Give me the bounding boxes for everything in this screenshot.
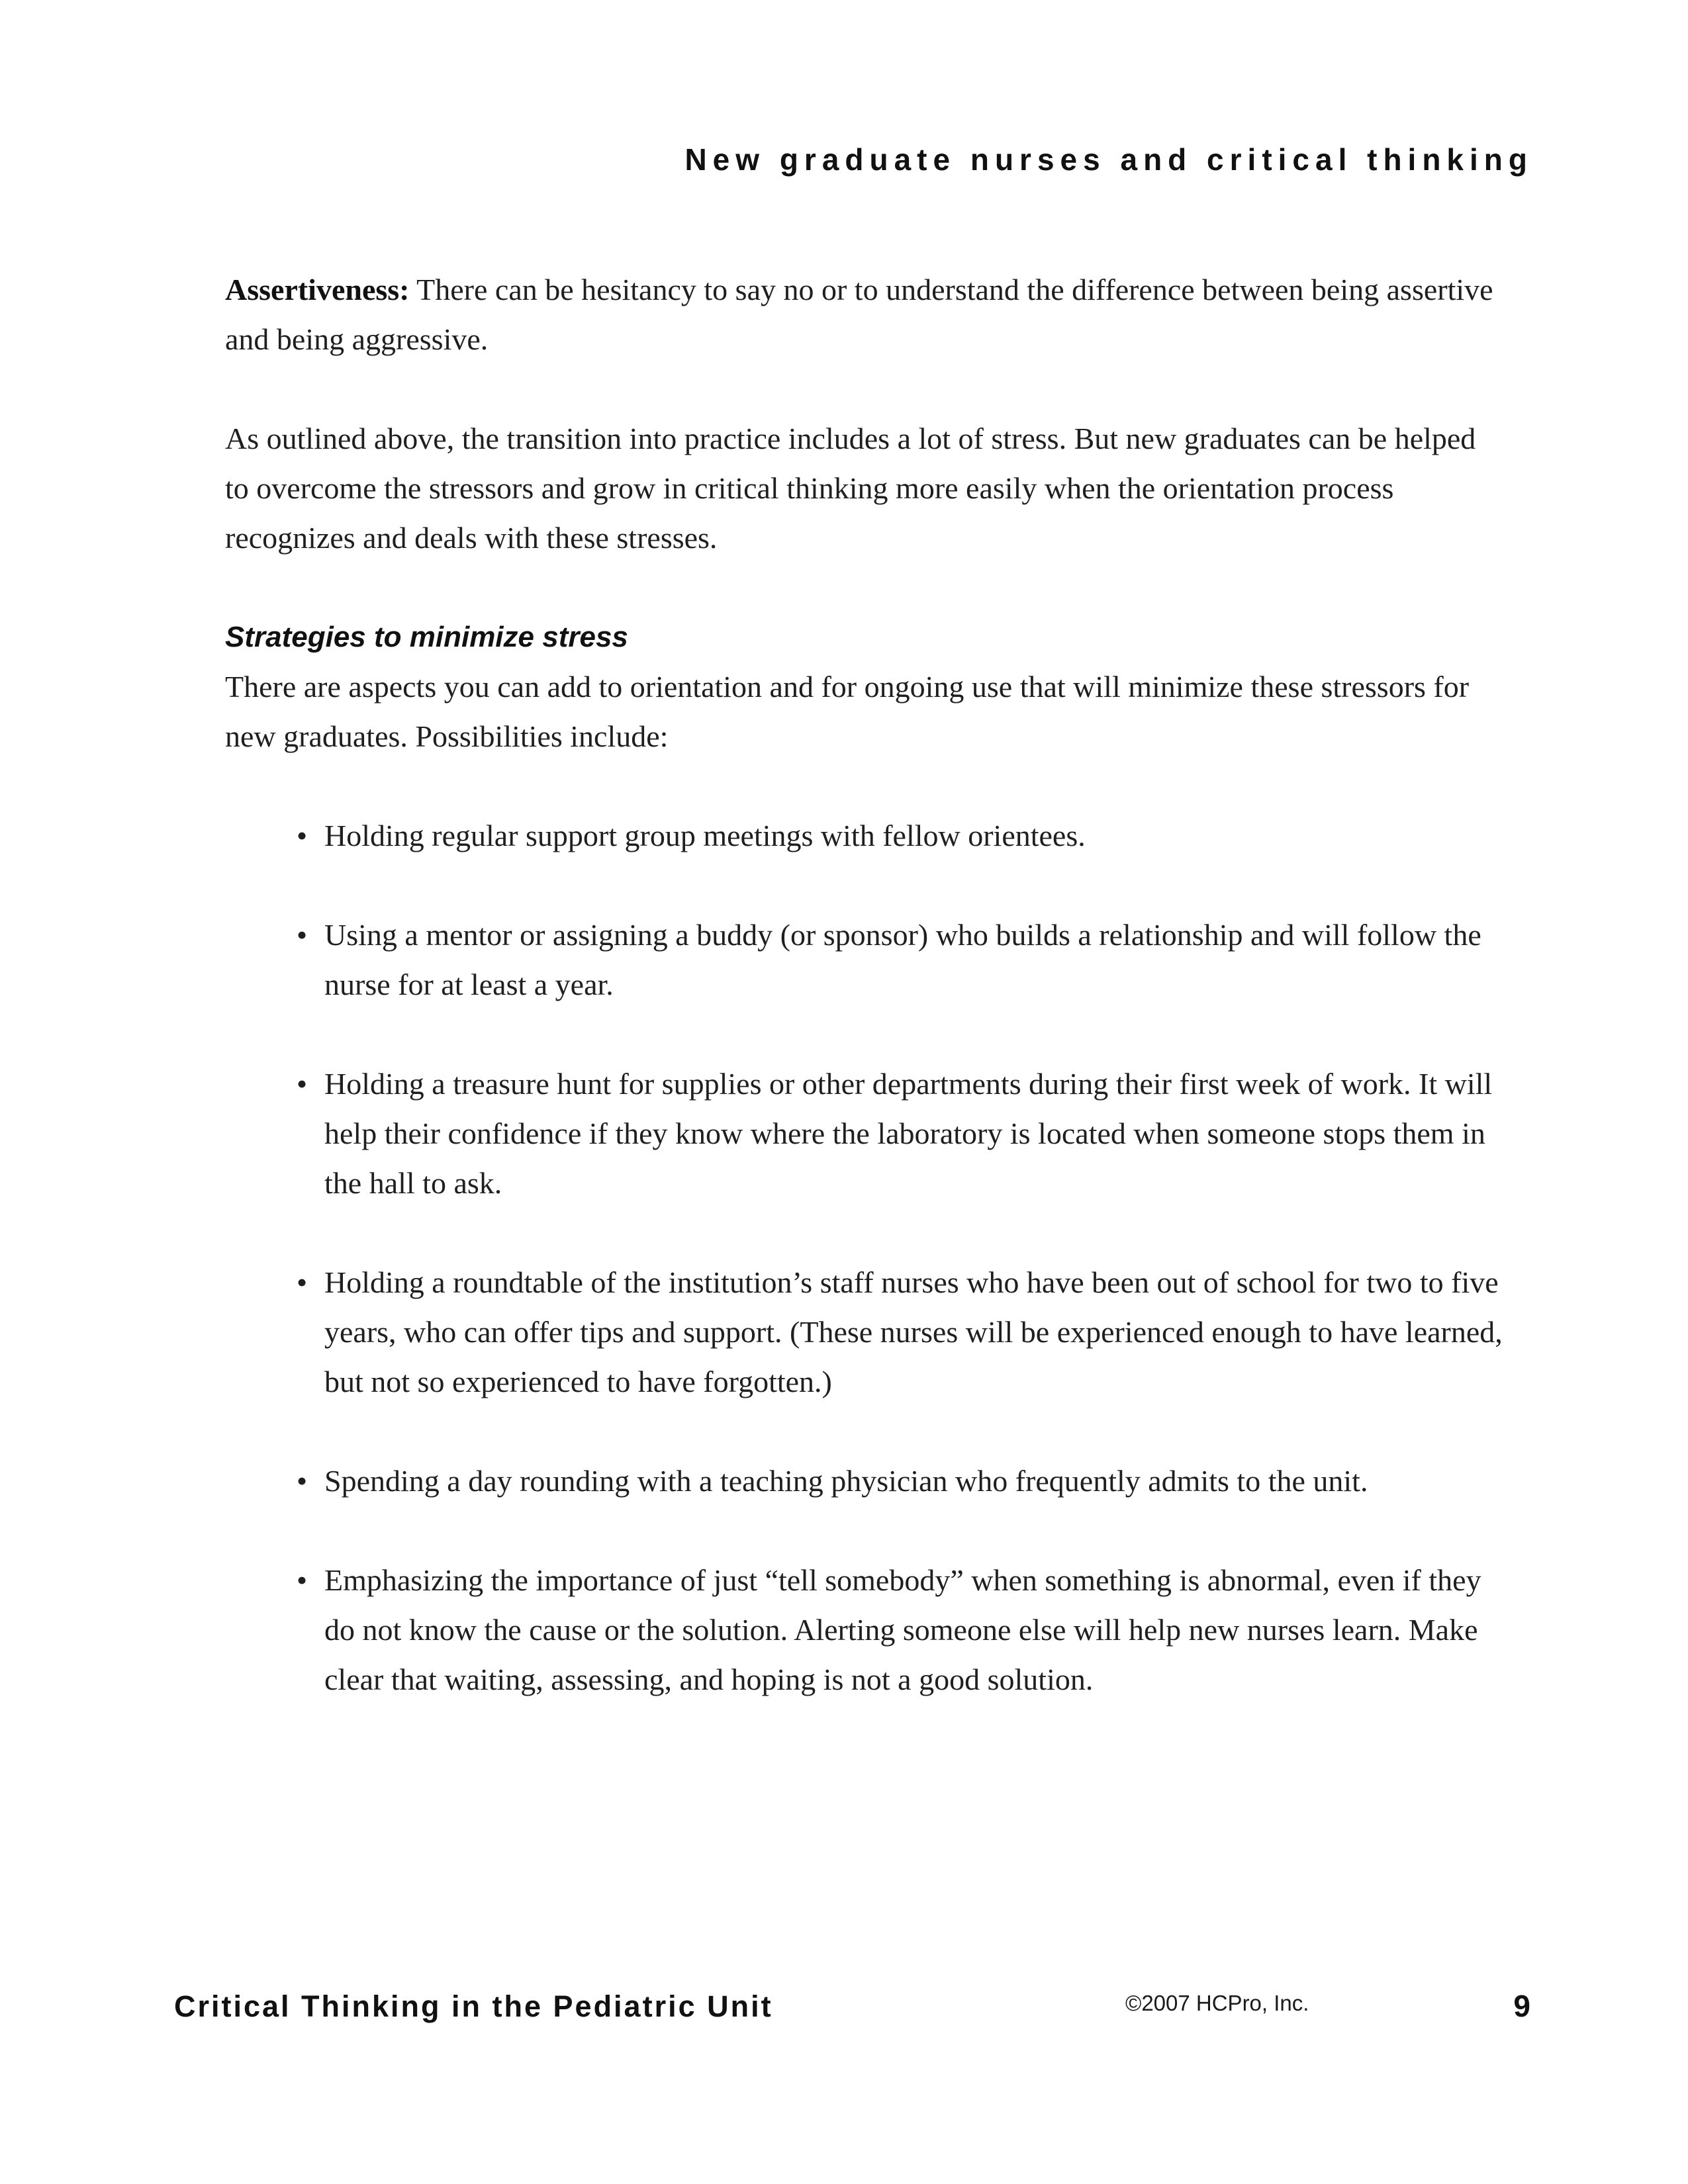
- footer-book-title: Critical Thinking in the Pediatric Unit: [174, 1989, 773, 2023]
- list-item: [297, 1456, 1503, 1506]
- list-item-text: Using a mentor or assigning a buddy (or sponsor) who builds a relationship and will follow the nurse for at least a year.: [324, 918, 1481, 1001]
- list-item: [297, 1059, 1503, 1208]
- running-head: New graduate nurses and critical thinking: [684, 142, 1533, 177]
- list-item: [297, 1257, 1503, 1406]
- list-item-text: Holding regular support group meetings with fellow orientees.: [324, 819, 1086, 852]
- assertiveness-paragraph: [225, 265, 1503, 364]
- bullet-icon: •: [297, 1265, 308, 1299]
- list-item-text: Emphasizing the importance of just “tell somebody” when something is abnormal, even if they do not know the cause or the solution. Alerting someone else will help new nurses learn. Make clear that waiting, assessing, and hoping is not a good solution.: [324, 1563, 1481, 1696]
- bullet-icon: •: [297, 918, 308, 952]
- bullet-icon: •: [297, 819, 308, 852]
- bullet-icon: •: [297, 1464, 308, 1498]
- intro-paragraph: As outlined above, the transition into practice includes a lot of stress. But new graduates can be helped to overcome the stressors and grow in critical thinking more easily when the orientation process recognizes and deals with these stresses.: [225, 422, 1476, 555]
- list-item-text: Holding a roundtable of the institution’s staff nurses who have been out of school for two to five years, who can offer tips and support. (These nurses will be experienced enough to have learned, but not so experienced to have forgotten.): [324, 1265, 1503, 1398]
- assertiveness-lead: Assertiveness:: [225, 273, 410, 306]
- section-intro: There are aspects you can add to orientation and for ongoing use that will minimize these stressors for new graduates. Possibilities include:: [225, 670, 1470, 753]
- strategy-list: [225, 811, 1503, 1704]
- list-item: [297, 811, 1503, 860]
- footer-copyright: ©2007 HCPro, Inc.: [1125, 1991, 1309, 2015]
- bullet-icon: •: [297, 1563, 308, 1597]
- list-item-text: Spending a day rounding with a teaching physician who frequently admits to the unit.: [324, 1464, 1368, 1498]
- assertiveness-text: There can be hesitancy to say no or to understand the difference between being assertive and being aggressive.: [225, 273, 1493, 356]
- list-item-text: Holding a treasure hunt for supplies or other departments during their first week of work. It will help their confidence if they know where the laboratory is located when someone stops them in the hall to ask.: [324, 1067, 1493, 1200]
- page-body: [225, 265, 1503, 1754]
- list-item: [297, 1555, 1503, 1704]
- list-item: [297, 910, 1503, 1009]
- bullet-icon: •: [297, 1067, 308, 1101]
- page-number: 9: [1513, 1989, 1530, 2023]
- section-heading: Strategies to minimize stress: [225, 621, 628, 653]
